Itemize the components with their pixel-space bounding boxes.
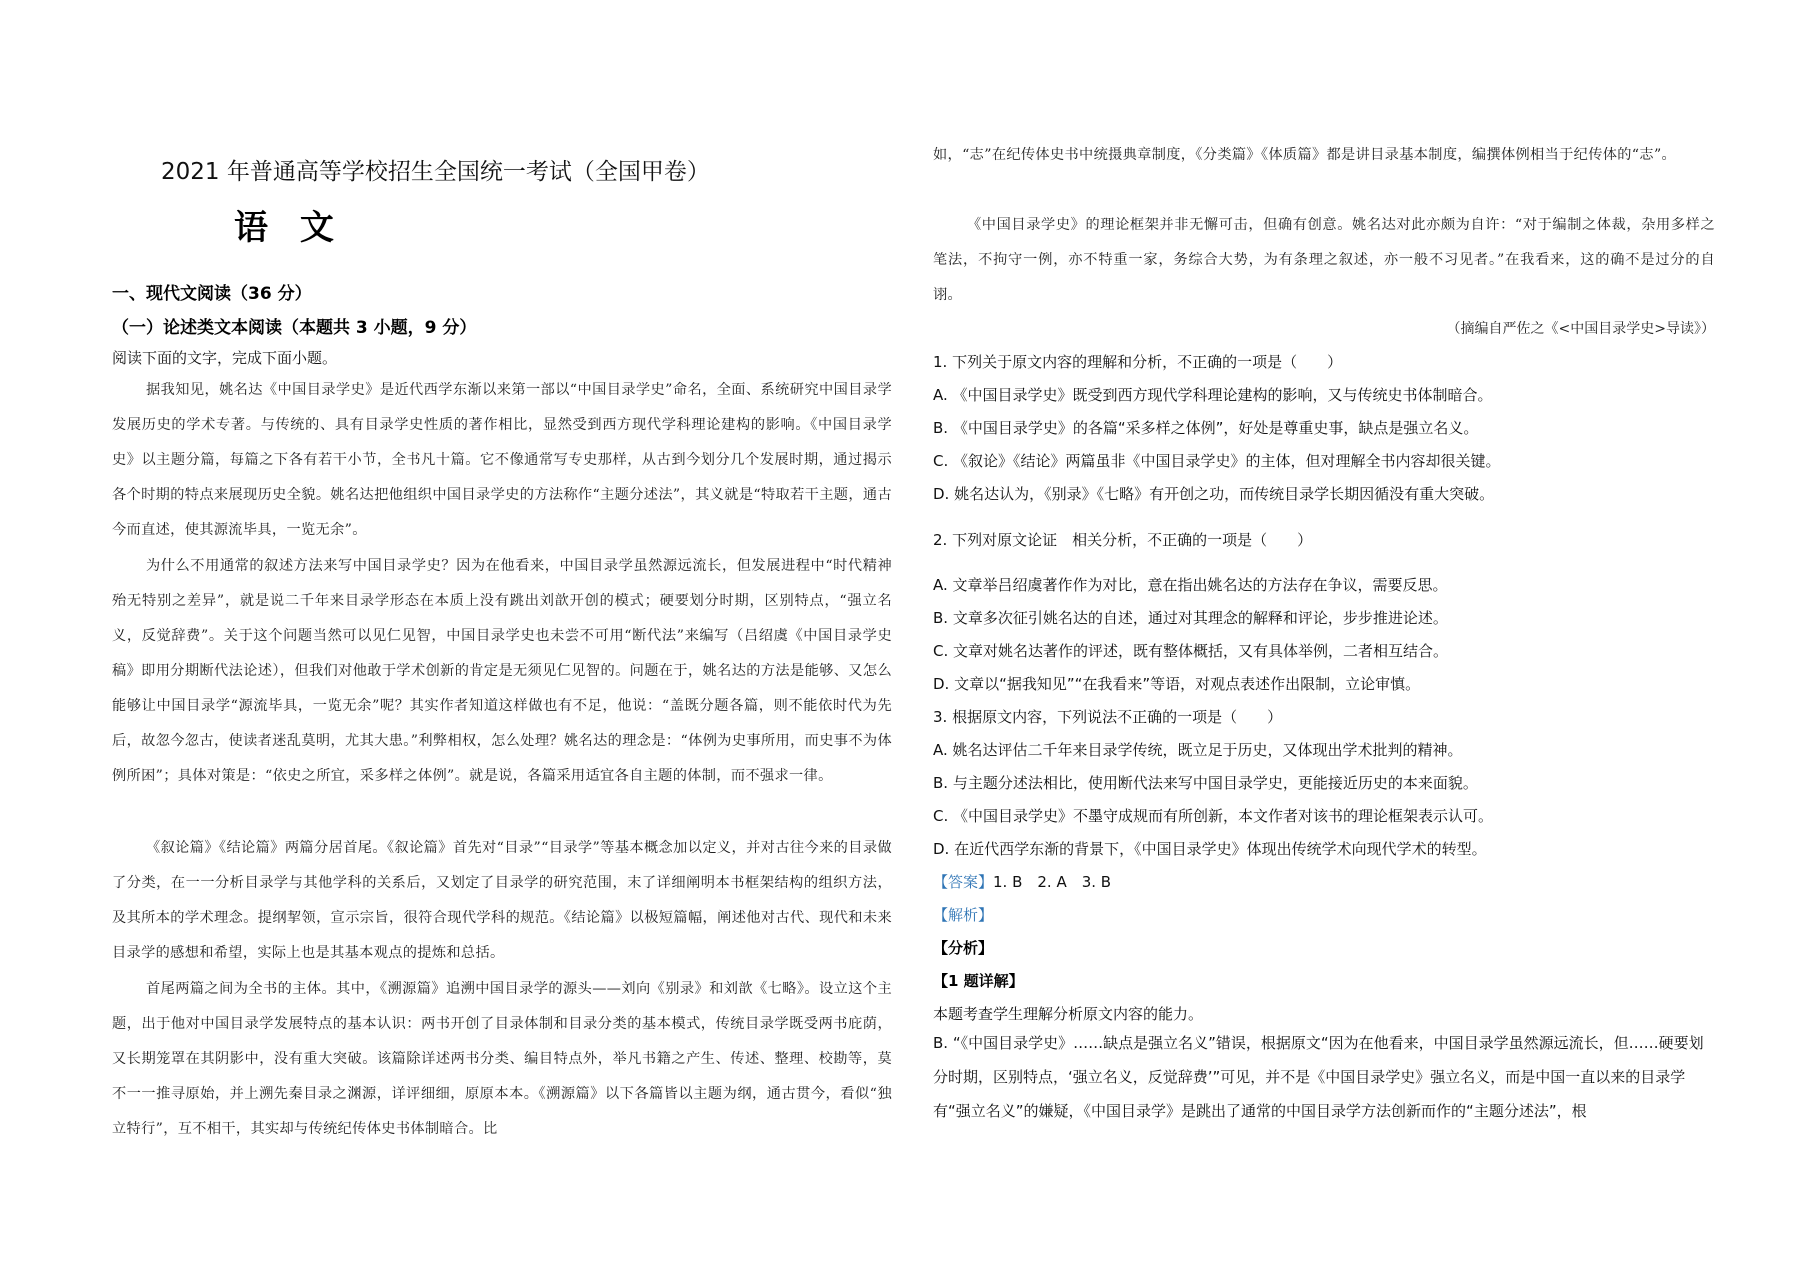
question-1-stem: 1. 下列关于原文内容的理解和分析，不正确的一项是（ ） — [933, 353, 1343, 371]
question-3-option-b: B. 与主题分述法相比，使用断代法来写中国目录学史，更能接近历史的本来面貌。 — [933, 774, 1478, 792]
question-2-option-a: A. 文章举吕绍虞著作作为对比，意在指出姚名达的方法存在争议，需要反思。 — [933, 576, 1448, 594]
question-1-option-a: A. 《中国目录学史》既受到西方现代学科理论建构的影响，又与传统史书体制暗合。 — [933, 386, 1493, 404]
answer-line — [933, 866, 1715, 899]
exam-title: 2021 年普通高等学校招生全国统一考试（全国甲卷） — [161, 159, 710, 185]
passage-paragraph-5: 《中国目录学史》的理论框架并非无懈可击，但确有创意。姚名达对此亦颇为自许：“对于编制之体裁，杂用多样之笔法，不拘守一例，亦不特重一家，务综合大势，为有条理之叙述，亦一般不习见者。”在我看来，这的确不是过分的自诩。 — [933, 217, 1715, 303]
question-1-option-c: C. 《叙论》《结论》两篇虽非《中国目录学史》的主体，但对理解全书内容却很关键。 — [933, 452, 1501, 470]
question-1 — [933, 346, 1715, 511]
question-2-option-c: C. 文章对姚名达著作的评述，既有整体概括，又有具体举例，二者相互结合。 — [933, 642, 1449, 660]
question-1-detail-intro: 本题考查学生理解分析原文内容的能力。 — [933, 1005, 1204, 1023]
instruction-text: 阅读下面的文字，完成下面小题。 — [112, 349, 338, 367]
passage-paragraph-4: 首尾两篇之间为全书的主体。其中，《溯源篇》追溯中国目录学的源头——刘向《别录》和刘歆《七略》。设立这个主题，出于他对中国目录学发展特点的基本认识：两书开创了目录体制和目录分类的基本模式，传统目录学既受两书庇荫，又长期笼罩在其阴影中，没有重大突破。该篇除详述两书分类、编目特点外，举凡书籍之产生、传述、整理、校勘等，莫不一一推寻原始，并上溯先秦目录之渊源，详评细细，原原本本。《溯源篇》以下各篇皆以主题为纲，通古贯今，看似“独立特行”，互不相干，其实却与传统纪传体史书体制暗合。比 — [112, 981, 892, 1137]
passage-paragraph-2: 为什么不用通常的叙述方法来写中国目录学史？因为在他看来，中国目录学虽然源远流长，但发展进程中“时代精神殆无特别之差异”，就是说二千年来目录学形态在本质上没有跳出刘歆开创的模式；硬要划分时期，区别特点，“强立名义，反觉辞费”。关于这个问题当然可以见仁见智，中国目录学史也未尝不可用“断代法”来编写（吕绍虞《中国目录学史稿》即用分期断代法论述），但我们对他敢于学术创新的肯定是无须见仁见智的。问题在于，姚名达的方法是能够、又怎么能够让中国目录学“源流毕具，一览无余”呢？其实作者知道这样做也有不足，他说：“盖既分题各篇，则不能依时代为先后，故忽今忽古，使读者迷乱莫明，尤其大患。”利弊相权，怎么处理？姚名达的理念是：“体例为史事所用，而史事不为体例所困”；具体对策是：“依史之所宜，采多样之体例”。就是说，各篇采用适宜各自主题的体制，而不强求一律。 — [112, 558, 892, 784]
analysis-label: 【解析】 — [933, 906, 994, 924]
question-1-option-b: B. 《中国目录学史》的各篇“采多样之体例”，好处是尊重史事，缺点是强立名义。 — [933, 419, 1479, 437]
question-3-option-a: A. 姚名达评估二千年来目录学传统，既立足于历史，又体现出学术批判的精神。 — [933, 741, 1463, 759]
part-heading: 一、现代文阅读（36 分） — [112, 284, 312, 304]
passage-paragraph-1: 据我知见，姚名达《中国目录学史》是近代西学东渐以来第一部以“中国目录学史”命名，全面、系统研究中国目录学发展历史的学术专著。与传统的、具有目录学史性质的著作相比，显然受到西方现代学科理论建构的影响。《中国目录学史》以主题分篇，每篇之下各有若干小节，全书凡十篇。它不像通常写专史那样，从古到今划分几个发展时期，通过揭示各个时期的特点来展现历史全貌。姚名达把他组织中国目录学史的方法称作“主题分述法”，其义就是“特取若干主题，通古今而直述，使其源流毕具，一览无余”。 — [112, 382, 892, 538]
question-2-stem: 2. 下列对原文论证 相关分析，不正确的一项是（ ） — [933, 531, 1313, 549]
question-3-option-d: D. 在近代西学东渐的背景下，《中国目录学史》体现出传统学术向现代学术的转型。 — [933, 840, 1487, 858]
question-2-option-d: D. 文章以“据我知见”“在我看来”等语，对观点表述作出限制，立论审慎。 — [933, 675, 1421, 693]
question-1-detail-label: 【1 题详解】 — [933, 972, 1024, 990]
passage-paragraph-3: 《叙论篇》《结论篇》两篇分居首尾。《叙论篇》首先对“目录”“目录学”等基本概念加以定义，并对古往今来的目录做了分类，在一一分析目录学与其他学科的关系后，又划定了目录学的研究范围，末了详细阐明本书框架结构的组织方法，及其所本的学术理念。提纲挈领，宣示宗旨，很符合现代学科的规范。《结论篇》以极短篇幅，阐述他对古代、现代和未来目录学的感想和希望，实际上也是其基本观点的提炼和总括。 — [112, 840, 892, 961]
question-2-options — [933, 569, 1715, 1031]
fenxi-label: 【分析】 — [933, 939, 994, 957]
subject-title: 语 文 — [234, 208, 344, 248]
passage-continuation: 如，“志”在纪传体史书中统摄典章制度，《分类篇》《体质篇》都是讲目录基本制度，编撰体例相当于纪传体的“志”。 — [933, 147, 1677, 163]
answer-value: 1. B 2. A 3. B — [993, 873, 1112, 891]
sub-heading: （一）论述类文本阅读（本题共 3 小题，9 分） — [112, 318, 477, 338]
question-2-option-b: B. 文章多次征引姚名达的自述，通过对其理念的解释和评论，步步推进论述。 — [933, 609, 1448, 627]
question-1-option-d: D. 姚名达认为，《别录》《七略》有开创之功，而传统目录学长期因循没有重大突破。 — [933, 485, 1495, 503]
answer-label: 【答案】 — [933, 873, 994, 891]
question-3-stem: 3. 根据原文内容，下列说法不正确的一项是（ ） — [933, 708, 1283, 726]
passage-source: （摘编自严佐之《<中国目录学史>导读》） — [1446, 321, 1715, 337]
question-1-explanation: B. “《中国目录学史》……缺点是强立名义”错误，根据原文“因为在他看来，中国目录学虽然源远流长，但……硬要划分时期，区别特点，‘强立名义，反觉辞费’”可见，并不是《中国目录学史》强立名义，而是中国一直以来的目录学有“强立名义”的嫌疑，《中国目录学》是跳出了通常的中国目录学方法创新而作的“主题分述法”，根 — [933, 1034, 1704, 1120]
question-3-option-c: C. 《中国目录学史》不墨守成规而有所创新，本文作者对该书的理论框架表示认可。 — [933, 807, 1494, 825]
